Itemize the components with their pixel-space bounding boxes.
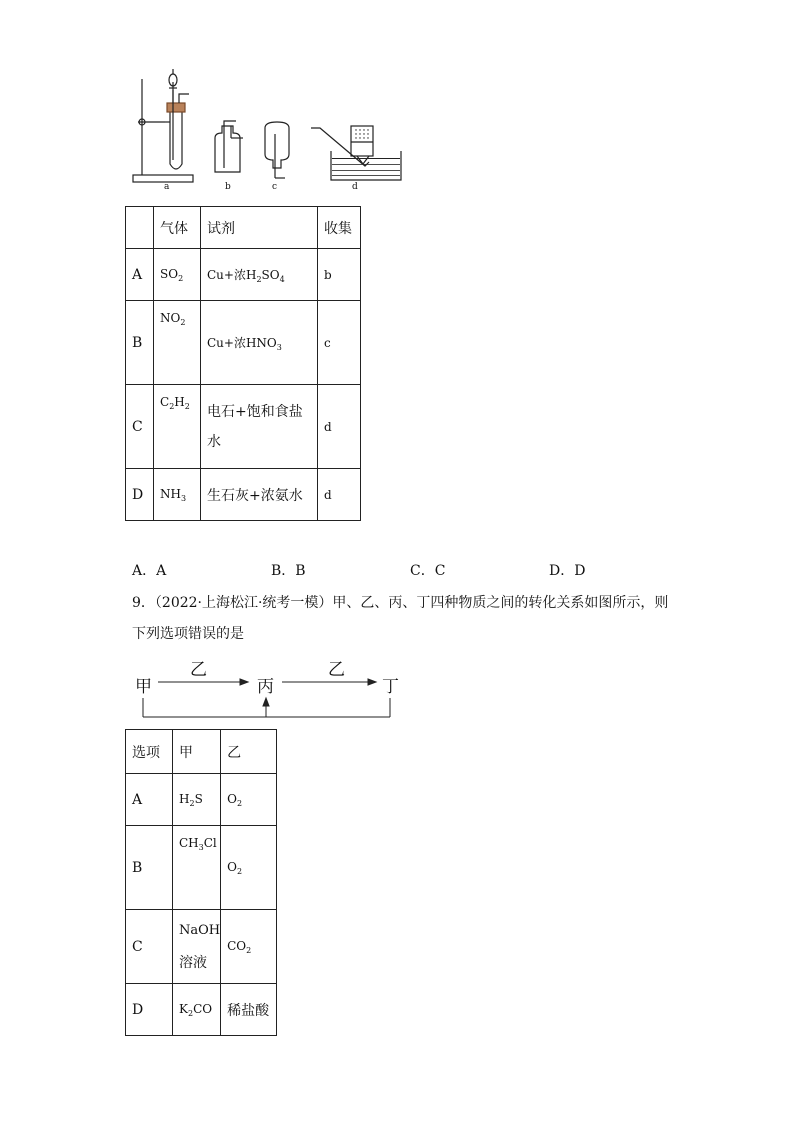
header-reagent: 试剂 (201, 207, 318, 249)
yi-cell: 稀盐酸 (221, 984, 277, 1036)
jia-cell: $K_2CO$ (173, 984, 221, 1036)
diagram-bing: 丙 (257, 677, 274, 697)
gas-cell: $C_2H_2$ (154, 385, 201, 469)
reagent-cell: 生石灰+浓氨水 (201, 469, 318, 521)
jia-cell: $CH_3Cl$ (173, 826, 221, 910)
answer-option-a: A．A (132, 563, 167, 579)
yi-cell: $O_2$ (221, 826, 277, 910)
header-cell (126, 207, 154, 249)
reagent-cell: Cu+浓$H_2SO_4$ (201, 249, 318, 301)
gas-cell: $NO_2$ (154, 301, 201, 385)
question-9-line2: 下列选项错误的是 (132, 626, 244, 642)
diagram-arrows (130, 670, 410, 722)
header-gas: 气体 (154, 207, 201, 249)
label-b: b (225, 182, 231, 192)
option-cell: C (126, 910, 173, 984)
option-cell: D (126, 984, 173, 1036)
jia-cell: $H_2S$ (173, 774, 221, 826)
header-yi: 乙 (221, 730, 277, 774)
collect-cell: c (318, 301, 361, 385)
yi-cell: $CO_2$ (221, 910, 277, 984)
label-a: a (164, 182, 170, 192)
option-cell: B (126, 301, 154, 385)
yi-cell: $O_2$ (221, 774, 277, 826)
table-row (126, 301, 361, 385)
reagent-cell: Cu+浓$HNO_3$ (201, 301, 318, 385)
collect-cell: d (318, 469, 361, 521)
option-cell: C (126, 385, 154, 469)
label-c: c (272, 182, 278, 192)
table-row (126, 469, 361, 521)
table-header-row (126, 730, 277, 774)
options-table (125, 729, 277, 1036)
table-row (126, 910, 277, 984)
question-9-line1: 9．（2022·上海松江·统考一模）甲、乙、丙、丁四种物质之间的转化关系如图所示，则 (132, 595, 669, 611)
reagent-cell: 电石+饱和食盐 水 (201, 385, 318, 469)
jia-cell: NaOH 溶液 (173, 910, 221, 984)
table-row (126, 249, 361, 301)
header-option: 选项 (126, 730, 173, 774)
option-cell: A (126, 249, 154, 301)
answer-option-d: D．D (549, 563, 586, 579)
diagram-yi-2: 乙 (328, 660, 345, 680)
option-cell: A (126, 774, 173, 826)
diagram-jia: 甲 (135, 677, 152, 697)
stand-base (133, 175, 193, 182)
label-d: d (352, 182, 358, 192)
apparatus-figure (125, 64, 405, 199)
diagram-yi-1: 乙 (190, 660, 207, 680)
option-cell: D (126, 469, 154, 521)
diagram-ding: 丁 (382, 677, 399, 697)
collect-cell: d (318, 385, 361, 469)
gas-cell: $NH_3$ (154, 469, 201, 521)
gas-cell: $SO_2$ (154, 249, 201, 301)
table-row (126, 774, 277, 826)
header-collect: 收集 (318, 207, 361, 249)
gas-table (125, 206, 361, 521)
collect-cell: b (318, 249, 361, 301)
header-jia: 甲 (173, 730, 221, 774)
option-cell: B (126, 826, 173, 910)
table-row (126, 385, 361, 469)
answer-option-b: B．B (271, 563, 306, 579)
table-row (126, 826, 277, 910)
table-header-row (126, 207, 361, 249)
answer-option-c: C．C (410, 563, 446, 579)
table-row (126, 984, 277, 1036)
